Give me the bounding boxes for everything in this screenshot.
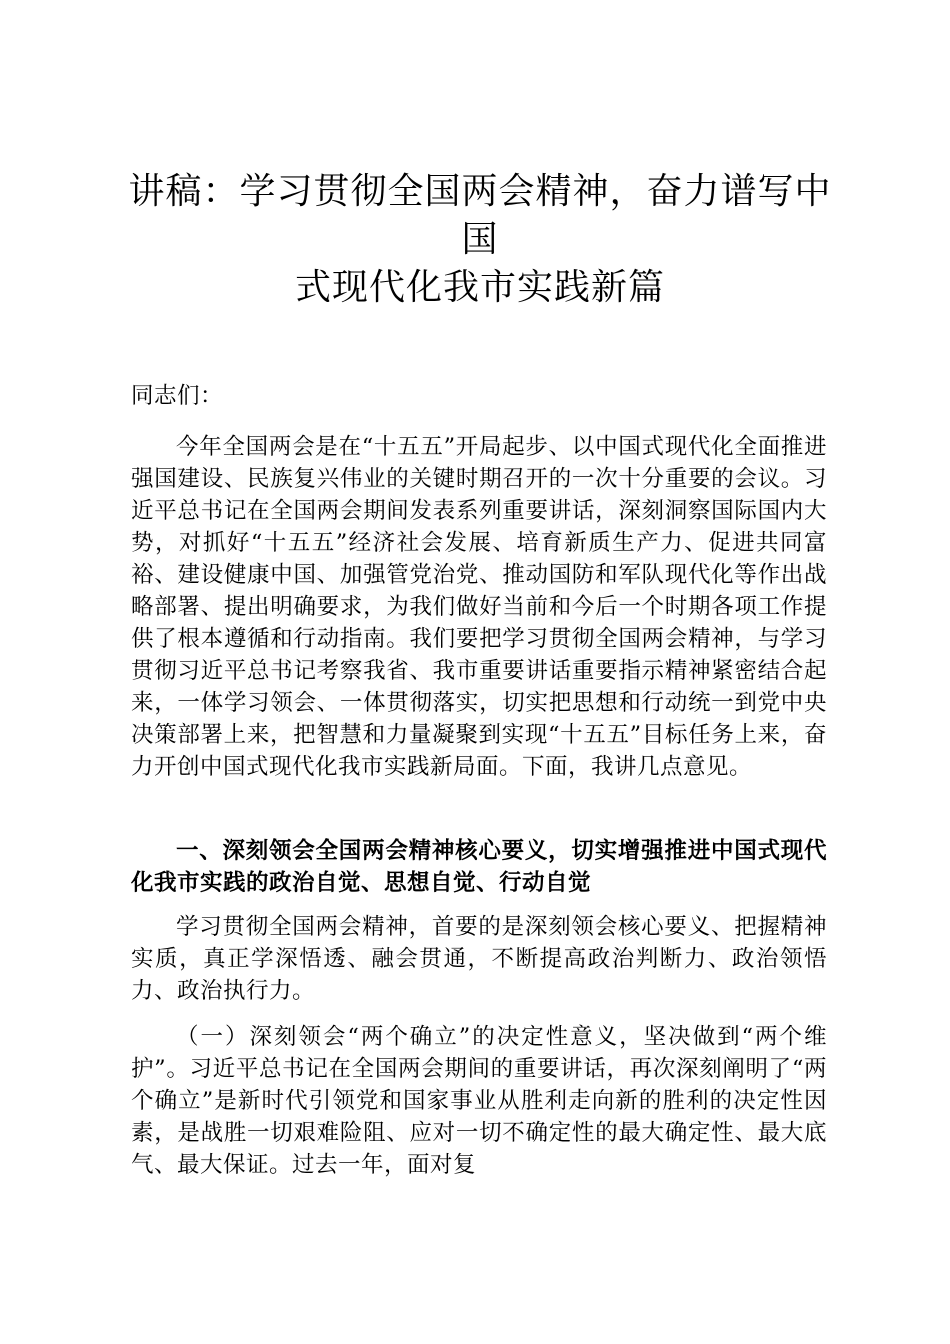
paragraph-section1-intro: 学习贯彻全国两会精神，首要的是深刻领会核心要义、把握精神实质，真正学深悟透、融会贯通，不断提高政治判断力、政治领悟力、政治执行力。	[131, 914, 827, 1004]
title-line-1: 讲稿：学习贯彻全国两会精神，奋力谱写中国	[128, 171, 832, 260]
document-title	[120, 168, 840, 312]
title-line-2: 式现代化我市实践新篇	[294, 267, 665, 308]
paragraph-intro: 今年全国两会是在“十五五”开局起步、以中国式现代化全面推进强国建设、民族复兴伟业的关键时期召开的一次十分重要的会议。习近平总书记在全国两会期间发表系列重要讲话，深刻洞察国际国内大势，对抓好“十五五”经济社会发展、培育新质生产力、促进共同富裕、建设健康中国、加强管党治党、推动国防和军队现代化等作出战略部署、提出明确要求，为我们做好当前和今后一个时期各项工作提供了根本遵循和行动指南。我们要把学习贯彻全国两会精神，与学习贯彻习近平总书记考察我省、我市重要讲话重要指示精神紧密结合起来，一体学习领会、一体贯彻落实，切实把思想和行动统一到党中央决策部署上来，把智慧和力量凝聚到实现“十五五”目标任务上来，奋力开创中国式现代化我市实践新局面。下面，我讲几点意见。	[131, 434, 827, 780]
salutation: 同志们：	[131, 383, 224, 409]
paragraph-subsection-1: （一）深刻领会“两个确立”的决定性意义，坚决做到“两个维护”。习近平总书记在全国两会期间的重要讲话，再次深刻阐明了“两个确立”是新时代引领党和国家事业从胜利走向新的胜利的决定性因素，是战胜一切艰难险阻、应对一切不确定性的最大确定性、最大底气、最大保证。过去一年，面对复	[131, 1024, 827, 1178]
section-heading-1: 一、深刻领会全国两会精神核心要义，切实增强推进中国式现代化我市实践的政治自觉、思想自觉、行动自觉	[131, 838, 827, 896]
